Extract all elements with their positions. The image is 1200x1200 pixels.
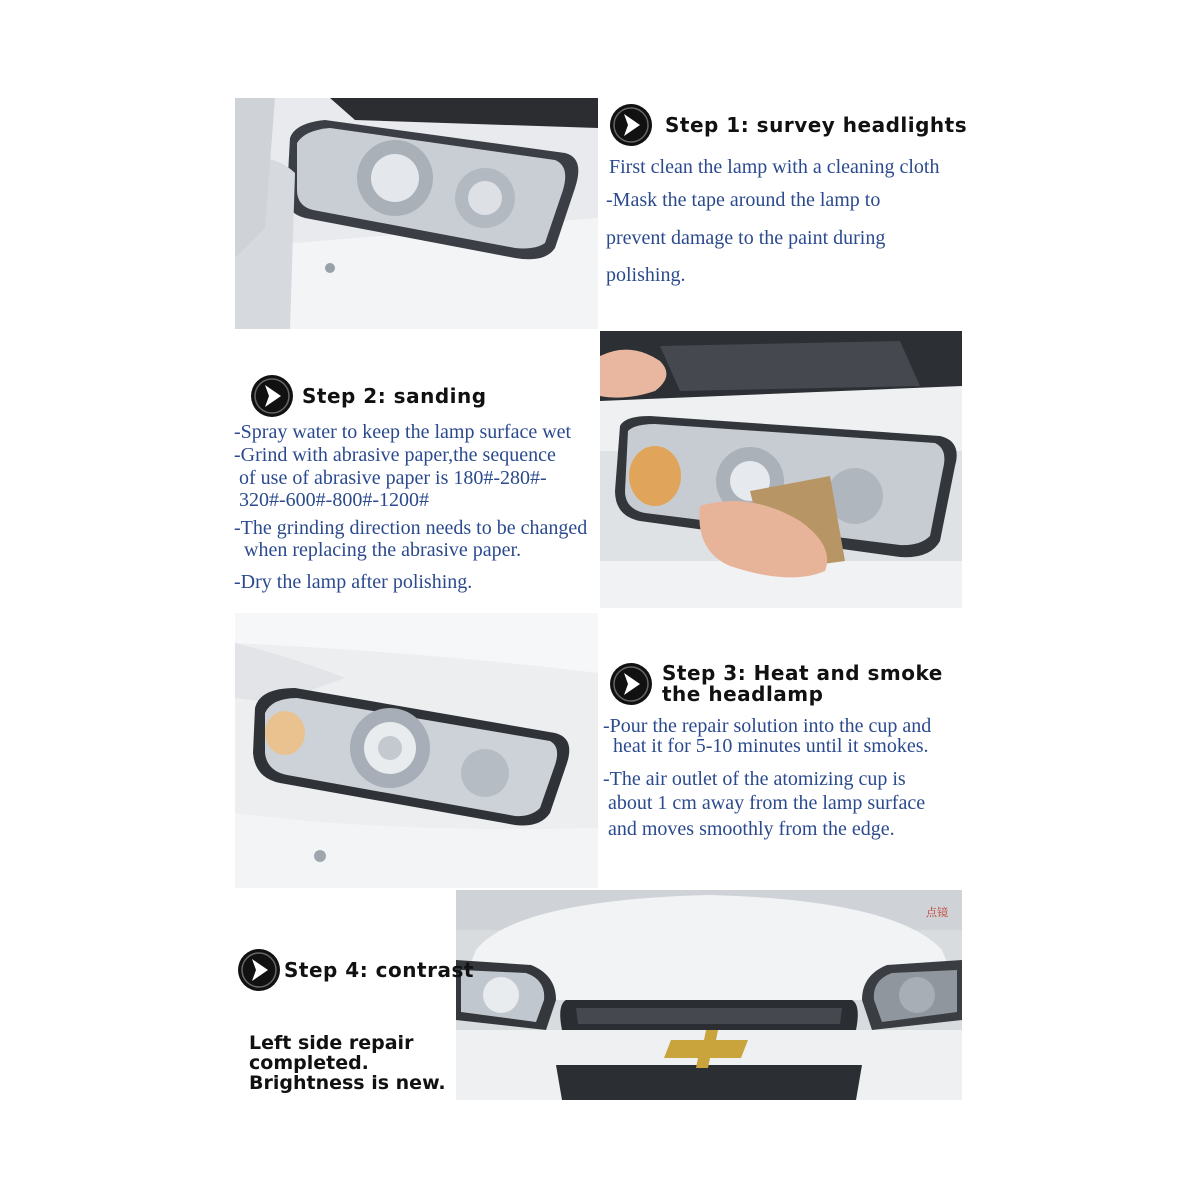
step-1-line-4: polishing.	[606, 264, 686, 286]
photo-watermark: 点镜	[926, 906, 948, 919]
headlamp-smoke-illustration	[235, 613, 598, 888]
step-1-heading	[609, 103, 967, 147]
arrow-circle-icon	[250, 374, 294, 418]
photo-headlamp-smoke	[235, 613, 598, 888]
step-1-title: Step 1: survey headlights	[665, 112, 968, 137]
step-4-note-line-1: Left side repair	[249, 1032, 414, 1054]
photo-headlight-survey	[235, 98, 598, 329]
step-2-line-2: -Grind with abrasive paper,the sequence	[234, 444, 556, 466]
step-4-heading	[237, 948, 474, 992]
step-3-line-5: and moves smoothly from the edge.	[603, 818, 895, 840]
step-3-title	[662, 663, 943, 705]
step-2-line-3: of use of abrasive paper is 180#-280#-	[234, 467, 547, 489]
step-1-line-3: prevent damage to the paint during	[606, 227, 886, 249]
step-3-title-line-1: Step 3: Heat and smoke	[662, 661, 943, 685]
step-2-line-6: when replacing the abrasive paper.	[234, 539, 522, 561]
car-contrast-illustration	[456, 890, 962, 1100]
step-3-line-4: about 1 cm away from the lamp surface	[603, 792, 926, 814]
step-3-line-2: heat it for 5-10 minutes until it smokes.	[603, 735, 929, 757]
arrow-circle-icon	[609, 103, 653, 147]
step-2-line-4: 320#-600#-800#-1200#	[234, 489, 429, 511]
step-2-line-5: -The grinding direction needs to be changed	[234, 517, 588, 539]
photo-car-contrast	[456, 890, 962, 1100]
step-3-line-3: -The air outlet of the atomizing cup is	[603, 768, 906, 790]
step-4-title: Step 4: contrast	[284, 957, 474, 982]
step-2-line-1: -Spray water to keep the lamp surface wet	[234, 421, 572, 443]
step-3-title-line-2: the headlamp	[662, 682, 824, 706]
sanding-illustration	[600, 331, 962, 608]
step-1-line-2: -Mask the tape around the lamp to	[606, 189, 881, 211]
step-2-title: Step 2: sanding	[302, 383, 487, 408]
step-1-line-1: First clean the lamp with a cleaning cloth	[609, 156, 940, 178]
step-3-line-1: -Pour the repair solution into the cup and	[603, 715, 932, 737]
photo-sanding	[600, 331, 962, 608]
step-4-note-line-2: completed.	[249, 1052, 369, 1074]
headlight-survey-illustration	[235, 98, 598, 329]
step-2-heading	[250, 374, 487, 418]
step-4-note-line-3: Brightness is new.	[249, 1072, 446, 1094]
step-2-line-7: -Dry the lamp after polishing.	[234, 571, 473, 593]
step-3-heading	[609, 662, 943, 706]
arrow-circle-icon	[237, 948, 281, 992]
arrow-circle-icon	[609, 662, 653, 706]
